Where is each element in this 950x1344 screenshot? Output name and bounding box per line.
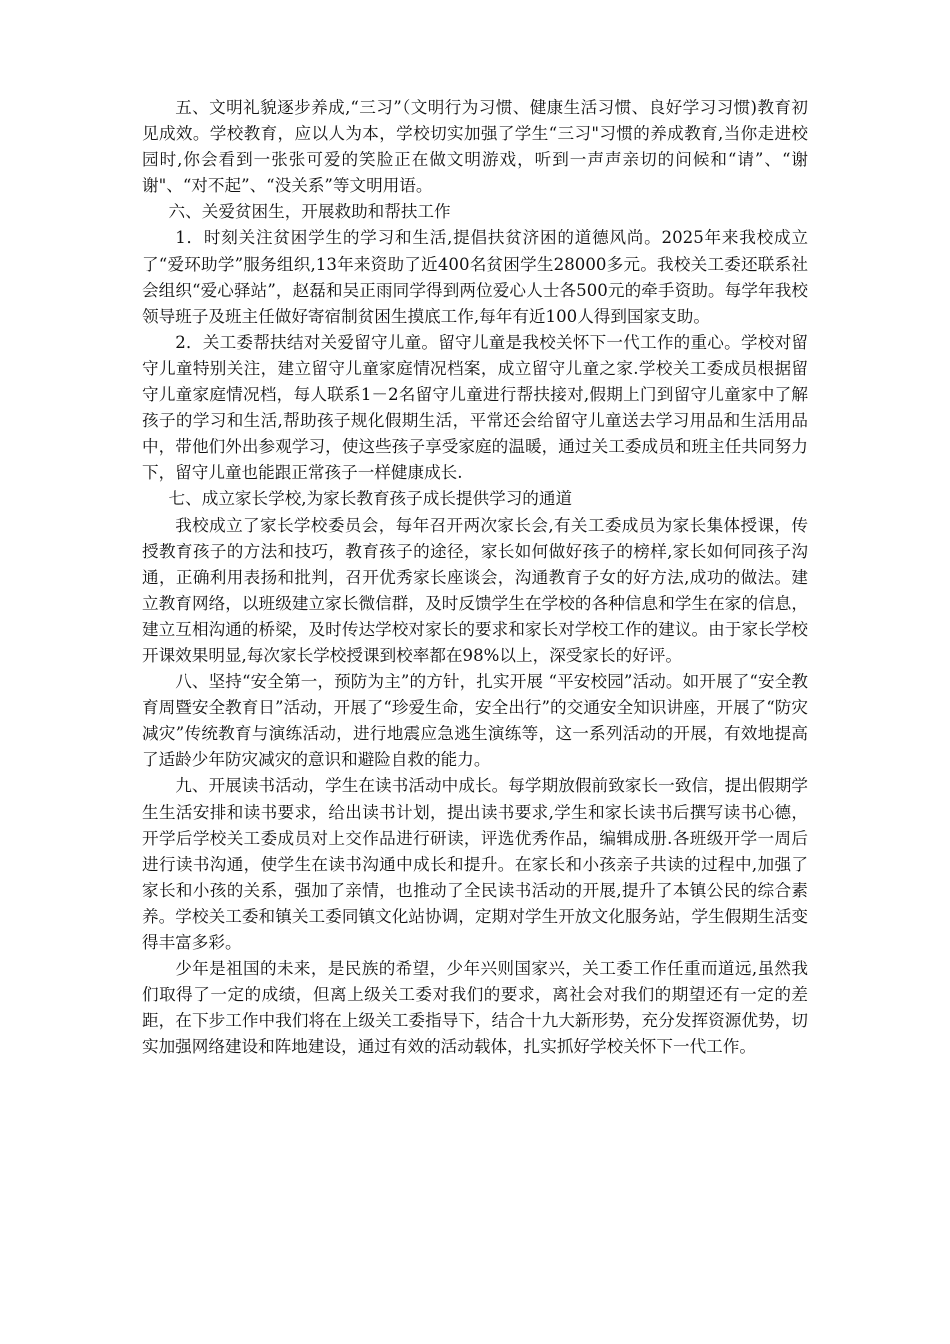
heading-poor-students: 六、关爱贫困生，开展救助和帮扶工作 [168,202,451,222]
document-page [142,95,808,1060]
heading-parent-school: 七、成立家长学校,为家长教育孩子成长提供学习的通道 [168,489,573,509]
paragraph-left-behind-children: 2．关工委帮扶结对关爱留守儿童。留守儿童是我校关怀下一代工作的重心。学校对留守儿童特别关注，建立留守儿童家庭情况档案，成立留守儿童之家.学校关工委成员根据留守儿童家庭情况档，每人联系1－2名留守儿童进行帮扶接对,假期上门到留守儿童家中了解孩子的学习和生活,帮助孩子规化假期生活，平常还会给留守儿童送去学习用品和生活用品中，带他们外出参观学习，使这些孩子享受家庭的温暖，通过关工委成员和班主任共同努力下，留守儿童也能跟正常孩子一样健康成长. [142,332,808,483]
paragraph-civility: 五、文明礼貌逐步养成,“三习”（文明行为习惯、健康生活习惯、良好学习习惯)教育初见成效。学校教育，应以人为本，学校切实加强了学生“三习"习惯的养成教育,当你走进校园时,你会看到一张张可爱的笑脸正在做文明游戏，听到一声声亲切的问候和“请”、“谢谢"、“对不起”、“没关系”等文明用语。 [142,98,808,196]
paragraph-conclusion: 少年是祖国的未来，是民族的希望，少年兴则国家兴，关工委工作任重而道远,虽然我们取得了一定的成绩，但离上级关工委对我们的要求，离社会对我们的期望还有一定的差距，在下步工作中我们将在上级关工委指导下，结合十九大新形势，充分发挥资源优势，切实加强网络建设和阵地建设，通过有效的活动载体，扎实抓好学校关怀下一代工作。 [142,959,808,1057]
paragraph-reading: 九、开展读书活动，学生在读书活动中成长。每学期放假前致家长一致信，提出假期学生生活安排和读书要求，给出读书计划，提出读书要求,学生和家长读书后撰写读书心德，开学后学校关工委成员对上交作品进行研读，评选优秀作品，编辑成册.各班级开学一周后进行读书沟通，使学生在读书沟通中成长和提升。在家长和小孩亲子共读的过程中,加强了家长和小孩的关系，强加了亲情，也推动了全民读书活动的开展,提升了本镇公民的综合素养。学校关工委和镇关工委同镇文化站协调，定期对学生开放文化服务站，学生假期生活变得丰富多彩。 [142,776,808,952]
paragraph-parent-school: 我校成立了家长学校委员会，每年召开两次家长会,有关工委成员为家长集体授课，传授教育孩子的方法和技巧，教育孩子的途径，家长如何做好孩子的榜样,家长如何同孩子沟通，正确利用表扬和批判，召开优秀家长座谈会，沟通教育子女的好方法,成功的做法。建立教育网络，以班级建立家长微信群，及时反馈学生在学校的各种信息和学生在家的信息，建立互相沟通的桥梁，及时传达学校对家长的要求和家长对学校工作的建议。由于家长学校开课效果明显,每次家长学校授课到校率都在98%以上，深受家长的好评。 [142,515,808,665]
paragraph-poverty-aid: 1．时刻关注贫困学生的学习和生活,提倡扶贫济困的道德风尚。2025年来我校成立了“爱环助学”服务组织,13年来资助了近400名贫困学生28000多元。我校关工委还联系社会组织“爱心驿站”，赵磊和吴正雨同学得到两位爱心人士各500元的牵手资助。每学年我校领导班子及班主任做好寄宿制贫困生摸底工作,每年有近100人得到国家支助。 [142,228,808,326]
paragraph-safety: 八、坚持“安全第一，预防为主”的方针，扎实开展 “平安校园”活动。如开展了“安全教育周暨安全教育日”活动，开展了“珍爱生命，安全出行”的交通安全知识讲座，开展了“防灾减灾”传统教育与演练活动，进行地震应急逃生演练等，这一系列活动的开展，有效地提高了适龄少年防灾减灾的意识和避险自救的能力。 [142,672,808,770]
